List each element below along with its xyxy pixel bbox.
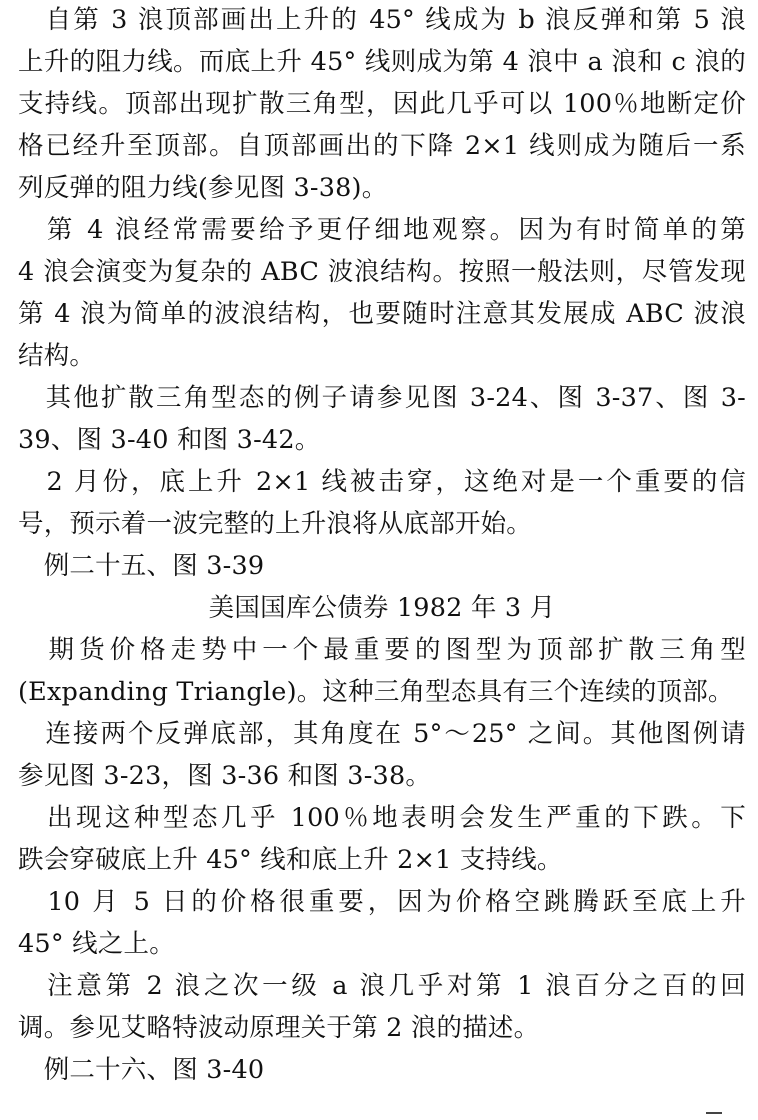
text-line-19: 参见图 3-23，图 3-36 和图 3-38。 (18, 761, 432, 791)
text-line-20: 出现这种型态几乎 100％地表明会发生严重的下跌。下 (18, 803, 746, 833)
text-line-1: 自第 3 浪顶部画出上升的 45° 线成为 b 浪反弹和第 5 浪 (18, 5, 746, 35)
text-line-13: 号，预示着一波完整的上升浪将从底部开始。 (18, 509, 533, 539)
text-line-18: 连接两个反弹底部，其角度在 5°～25° 之间。其他图例请 (18, 719, 746, 749)
text-line-22: 10 月 5 日的价格很重要，因为价格空跳腾跃至底上升 (18, 887, 746, 917)
text-line-6: 第 4 浪经常需要给予更仔细地观察。因为有时简单的第 (18, 215, 746, 245)
text-line-8: 第 4 浪为简单的波浪结构，也要随时注意其发展成 ABC 波浪 (18, 299, 746, 329)
example-heading-25: 例二十五、图 3-39 (18, 551, 265, 581)
text-line-5: 列反弹的阻力线(参见图 3-38)。 (18, 173, 388, 203)
text-line-4: 格已经升至顶部。自顶部画出的下降 2×1 线则成为随后一系 (18, 131, 746, 161)
scan-mark (706, 1112, 722, 1114)
text-line-23: 45° 线之上。 (18, 929, 175, 959)
example-heading-26: 例二十六、图 3-40 (18, 1055, 265, 1085)
example-subtitle-25: 美国国库公债券 1982 年 3 月 (208, 593, 556, 623)
text-line-7: 4 浪会演变为复杂的 ABC 波浪结构。按照一般法则，尽管发现 (18, 257, 746, 287)
text-line-11: 39、图 3-40 和图 3-42。 (18, 425, 321, 455)
text-line-2: 上升的阻力线。而底上升 45° 线则成为第 4 浪中 a 浪和 c 浪的 (18, 47, 746, 77)
text-line-12: 2 月份，底上升 2×1 线被击穿，这绝对是一个重要的信 (18, 467, 746, 497)
text-line-3: 支持线。顶部出现扩散三角型，因此几乎可以 100％地断定价 (18, 89, 746, 119)
text-line-24: 注意第 2 浪之次一级 a 浪几乎对第 1 浪百分之百的回 (18, 971, 746, 1001)
text-line-25: 调。参见艾略特波动原理关于第 2 浪的描述。 (18, 1013, 540, 1043)
text-line-17: (Expanding Triangle)。这种三角型态具有三个连续的顶部。 (18, 677, 734, 707)
text-line-9: 结构。 (18, 341, 96, 371)
text-line-21: 跌会穿破底上升 45° 线和底上升 2×1 支持线。 (18, 845, 563, 875)
text-line-16: 期货价格走势中一个最重要的图型为顶部扩散三角型 (18, 635, 746, 665)
text-line-10: 其他扩散三角型态的例子请参见图 3-24、图 3-37、图 3- (18, 383, 746, 413)
